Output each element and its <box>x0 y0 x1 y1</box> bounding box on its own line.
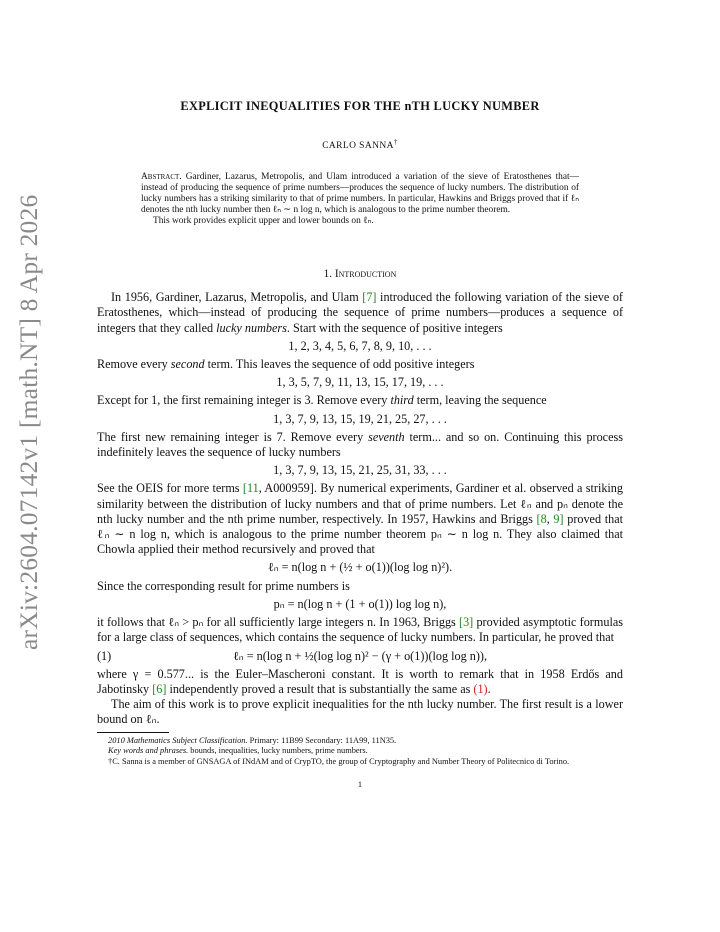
equation-primes: pₙ = n(log n + (1 + o(1)) log log n), <box>273 596 447 611</box>
abstract <box>141 172 579 227</box>
text: it follows that ℓₙ > pₙ for all sufficiently large integers n. In 1963, Briggs <box>97 615 460 630</box>
text: term... and so on. Continuing this process indefinitely leaves the sequence of lucky numbers <box>97 429 623 460</box>
abstract-text: Gardiner, Lazarus, Metropolis, and Ulam introduced a variation of the sieve of Eratosthenes that—instead of producing the sequence of prime numbers—produces the sequence of lucky numbers. The distribution of lucky numbers has a striking similarity to that of prime numbers. In particular, Hawkins and Briggs proved that if ℓₙ denotes the nth lucky number then ℓₙ ∼ n log n, which is analogous to the prime number theorem. <box>141 171 579 215</box>
text: Except for 1, the first remaining integer is 3. Remove every <box>97 393 391 408</box>
keywords-label: Key words and phrases. <box>108 746 189 756</box>
paragraph-7 <box>97 615 623 645</box>
equation-number: (1) <box>97 648 112 663</box>
sequence-positive-integers: 1, 2, 3, 4, 5, 6, 7, 8, 9, 10, . . . <box>288 338 432 353</box>
keywords-text: bounds, inequalities, lucky numbers, prime numbers. <box>188 746 368 756</box>
emphasis: second <box>170 357 205 372</box>
sequence-lucky-numbers: 1, 3, 7, 9, 13, 15, 21, 25, 31, 33, . . . <box>273 463 447 478</box>
equation-briggs: ℓₙ = n(log n + ½(log log n)² − (γ + o(1))(log log n)), <box>232 648 488 663</box>
author-name: CARLO SANNA <box>322 141 394 152</box>
section-title: Introduction <box>334 268 397 281</box>
equation-1 <box>97 649 623 664</box>
abstract-paragraph <box>141 172 579 216</box>
paragraph-5 <box>97 481 623 557</box>
citation-7[interactable]: [7] <box>362 290 377 305</box>
paragraph-3 <box>97 393 623 408</box>
footnote-affiliation: †C. Sanna is a member of GNSAGA of INdAM and of CrypTO, the group of Cryptography and Number Theory of Politecnico di Torino. <box>108 756 570 766</box>
footnote-rule <box>97 732 169 733</box>
paragraph-2 <box>97 357 623 372</box>
text: proved that ℓₙ ∼ n log n, which is analogous to the prime number theorem pₙ ∼ n log n. They also claimed that Chowla applied their method recursively and proved that <box>97 511 624 557</box>
text: The first new remaining integer is 7. Remove every <box>97 429 369 444</box>
text: , <box>546 511 554 526</box>
msc-text: Primary: 11B99 Secondary: 11A99, 11N35. <box>247 735 397 745</box>
text: term. This leaves the sequence of odd positive integers <box>204 357 475 372</box>
paper-author <box>97 135 623 154</box>
paper-content <box>97 97 623 793</box>
section-heading <box>97 267 623 282</box>
equation-chowla: ℓₙ = n(log n + (½ + o(1))(log log n)²). <box>267 560 453 575</box>
citation-8[interactable]: [8 <box>536 511 547 526</box>
sequence-third-sieve: 1, 3, 7, 9, 13, 15, 19, 21, 25, 27, . . . <box>273 411 447 426</box>
text: . <box>487 681 491 696</box>
text: term, leaving the sequence <box>413 393 547 408</box>
arxiv-identifier: arXiv:2604.07142v1 [math.NT] 8 Apr 2026 <box>14 194 43 650</box>
author-footnote-mark: † <box>393 138 398 147</box>
abstract-label: Abstract. <box>141 171 182 182</box>
equation-reference-1[interactable]: (1) <box>473 681 488 696</box>
citation-6[interactable]: [6] <box>152 681 167 696</box>
paragraph-8 <box>97 667 623 697</box>
paper-title: EXPLICIT INEQUALITIES FOR THE nTH LUCKY NUMBER <box>180 99 540 113</box>
text: . Start with the sequence of positive integers <box>286 320 503 335</box>
section-body <box>97 290 623 727</box>
paragraph-4 <box>97 430 623 460</box>
abstract-paragraph-2: This work provides explicit upper and lower bounds on ℓₙ. <box>153 215 374 226</box>
section-number: 1. <box>323 268 333 281</box>
page-number: 1 <box>357 780 363 790</box>
emphasis: third <box>390 393 414 408</box>
text: provided asymptotic formulas for a large class of sequences, which contains the sequence of lucky numbers. In particular, he proved that <box>97 615 623 645</box>
text: independently proved a result that is substantially the same as <box>166 681 474 696</box>
footnote-msc <box>97 736 623 747</box>
paragraph-6: Since the corresponding result for prime numbers is <box>97 578 350 593</box>
text: where γ = 0.577... is the Euler–Mascheroni constant. It is worth to remark that in 1958 Erdős and Jabotinsky <box>97 666 623 696</box>
msc-label: 2010 Mathematics Subject Classification. <box>108 735 248 745</box>
text: introduced the following variation of the sieve of Eratosthenes, which—instead of producing the sequence of prime numbers—produces a sequence of integers that they called <box>97 290 623 335</box>
paragraph-1 <box>97 290 623 336</box>
sequence-odd-integers: 1, 3, 5, 7, 9, 11, 13, 15, 17, 19, . . . <box>276 375 444 390</box>
paragraph-9: The aim of this work is to prove explicit inequalities for the nth lucky number. The first result is a lower bound on ℓₙ. <box>97 697 623 727</box>
emphasis: seventh <box>368 429 405 444</box>
footnotes <box>97 736 623 768</box>
text: In 1956, Gardiner, Lazarus, Metropolis, and Ulam <box>111 290 363 305</box>
footnote-keywords <box>97 746 623 757</box>
text: See the OEIS for more terms <box>97 481 243 496</box>
text: , A000959]. By numerical experiments, Gardiner et al. observed a striking similarity between the distribution of lucky numbers and that of prime numbers. Let ℓₙ and pₙ denote the nth lucky number and the nth prime number, respectively. In 1957, Hawkins and Briggs <box>97 481 623 526</box>
citation-3[interactable]: [3] <box>459 615 474 630</box>
citation-11[interactable]: [11 <box>242 481 259 496</box>
text: Remove every <box>97 357 171 372</box>
emphasis: lucky numbers <box>216 320 287 335</box>
citation-9[interactable]: 9] <box>553 511 564 526</box>
